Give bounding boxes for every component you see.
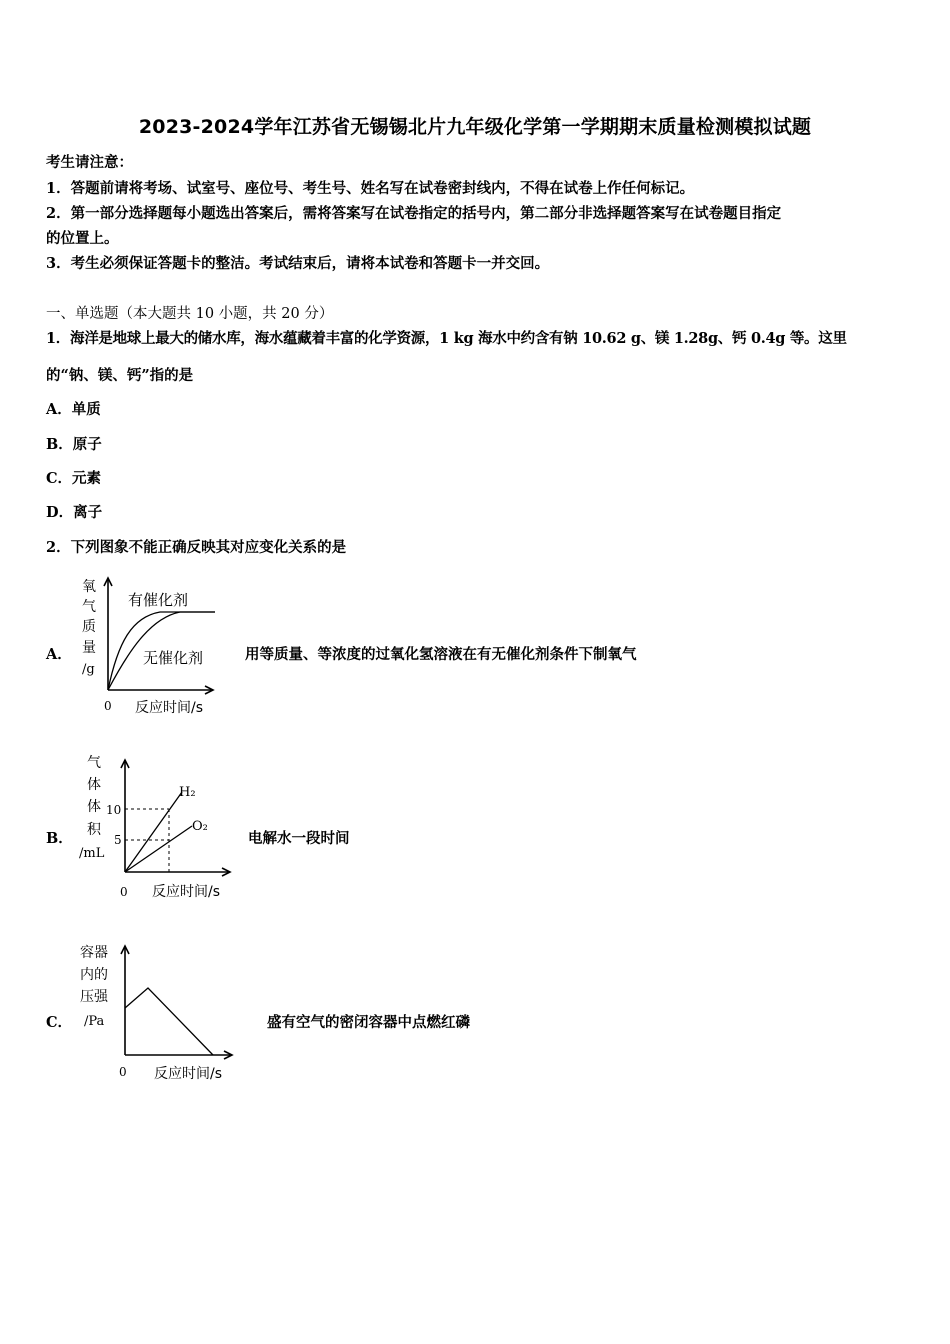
origin-label: 0 bbox=[120, 885, 128, 899]
y-label-3: 压强 bbox=[80, 989, 108, 1005]
notice-item-1: 1．答题前请将考场、试室号、座位号、考生号、姓名写在试卷密封线内，不得在试卷上作任何标记。 bbox=[46, 180, 695, 197]
q2-option-b-graph bbox=[70, 748, 245, 908]
y-label-unit: /Pa bbox=[84, 1014, 105, 1029]
notice-item-3: 3．考生必须保证答题卡的整洁。考试结束后，请将本试卷和答题卡一并交回。 bbox=[46, 255, 550, 272]
q2-option-b-desc: 电解水一段时间 bbox=[248, 830, 350, 847]
label-with-catalyst: 有催化剂 bbox=[128, 591, 189, 609]
origin-label: 0 bbox=[104, 699, 112, 713]
tick-5: 5 bbox=[114, 833, 122, 847]
notice-item-2-cont: 的位置上。 bbox=[46, 230, 119, 247]
y-label-2: 气 bbox=[82, 599, 96, 615]
q1-option-b: B．原子 bbox=[46, 436, 102, 453]
origin-label: 0 bbox=[119, 1065, 127, 1079]
q2-option-c-desc: 盛有空气的密闭容器中点燃红磷 bbox=[267, 1014, 470, 1031]
y-label-1: 气 bbox=[87, 755, 101, 771]
label-h2: H₂ bbox=[179, 785, 196, 800]
label-o2: O₂ bbox=[192, 819, 208, 834]
y-label-unit: /g bbox=[82, 662, 95, 677]
notice-item-2: 2．第一部分选择题每小题选出答案后，需将答案写在试卷指定的括号内，第二部分非选择题答案写在试卷题目指定 bbox=[46, 205, 782, 222]
q2-option-a-desc: 用等质量、等浓度的过氧化氢溶液在有无催化剂条件下制氧气 bbox=[245, 646, 637, 663]
q2-option-a-letter: A． bbox=[46, 646, 72, 663]
q1-stem-line1: 1．海洋是地球上最大的储水库，海水蕴藏着丰富的化学资源，1 kg 海水中约含有钠 10.62 g、镁 1.28g、钙 0.4g 等。这里 bbox=[46, 330, 847, 347]
q2-option-c-letter: C． bbox=[46, 1014, 73, 1031]
label-without-catalyst: 无催化剂 bbox=[143, 649, 204, 667]
y-label-unit: /mL bbox=[79, 846, 105, 861]
q1-stem-line2: 的“钠、镁、钙”指的是 bbox=[46, 367, 194, 384]
x-axis-label: 反应时间/s bbox=[152, 884, 221, 900]
x-axis-label: 反应时间/s bbox=[135, 700, 204, 716]
q2-stem: 2．下列图象不能正确反映其对应变化关系的是 bbox=[46, 539, 347, 556]
q1-option-a: A．单质 bbox=[46, 401, 101, 418]
y-label-3: 体 bbox=[87, 799, 101, 815]
q2-option-c-graph bbox=[70, 938, 245, 1088]
y-label-2: 体 bbox=[87, 777, 101, 793]
line-o2 bbox=[125, 826, 192, 872]
notice-heading: 考生请注意： bbox=[46, 154, 133, 171]
y-label-3: 质 bbox=[82, 619, 96, 635]
x-axis-label: 反应时间/s bbox=[154, 1066, 223, 1082]
tick-10: 10 bbox=[106, 803, 122, 817]
q2-option-a-graph bbox=[70, 572, 230, 722]
y-label-4: 量 bbox=[82, 640, 96, 656]
y-label-2: 内的 bbox=[80, 967, 108, 983]
section-heading: 一、单选题（本大题共 10 小题，共 20 分） bbox=[46, 306, 334, 322]
y-label-1: 容器 bbox=[80, 945, 108, 961]
q2-option-b-letter: B． bbox=[46, 830, 73, 847]
pressure-curve bbox=[125, 988, 213, 1055]
q1-option-c: C．元素 bbox=[46, 470, 102, 487]
page-title: 2023-2024学年江苏省无锡锡北片九年级化学第一学期期末质量检测模拟试题 bbox=[138, 116, 812, 138]
line-h2 bbox=[125, 792, 182, 872]
y-label-4: 积 bbox=[87, 822, 101, 838]
q1-option-d: D．离子 bbox=[46, 504, 103, 521]
y-label-1: 氧 bbox=[82, 579, 96, 595]
